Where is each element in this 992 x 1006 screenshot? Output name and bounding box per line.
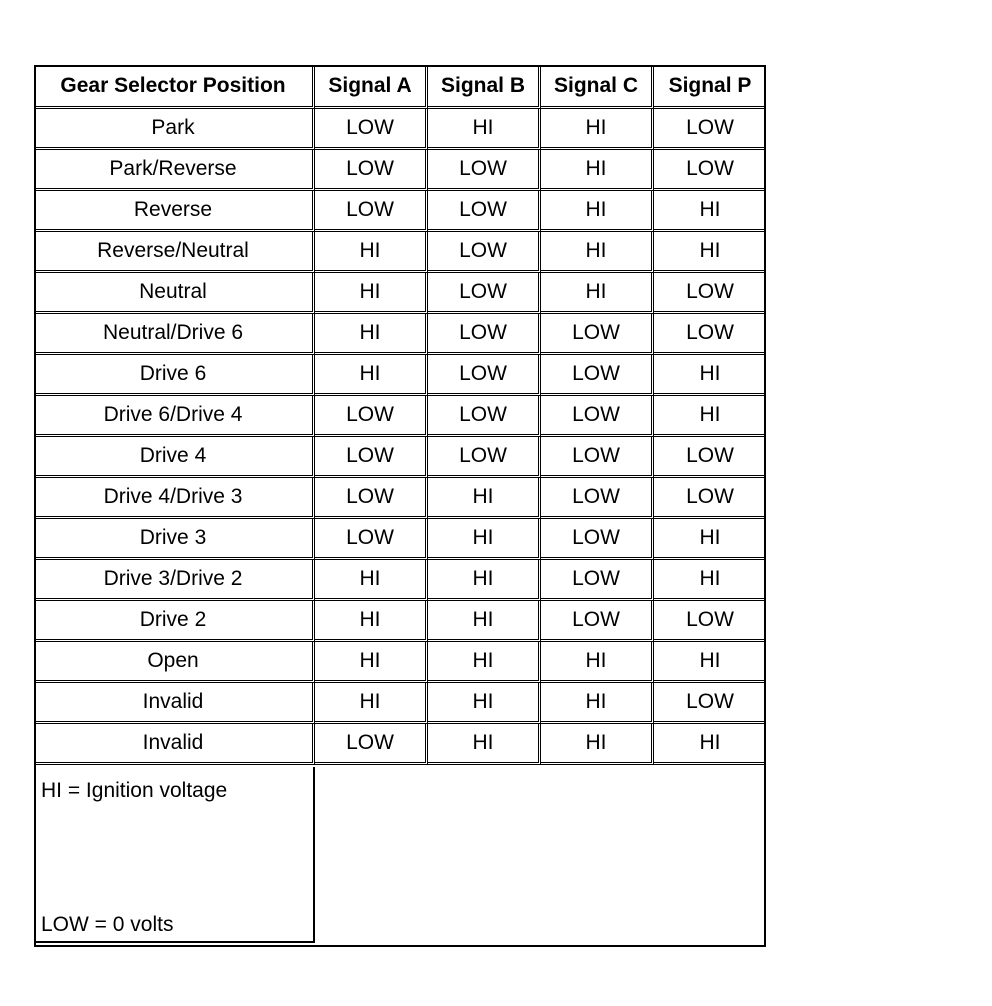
table-row (34, 191, 766, 232)
signal-c-cell: LOW (541, 560, 654, 601)
position-cell: Reverse/Neutral (34, 232, 315, 273)
signal-a-cell: HI (315, 683, 428, 724)
signal-a-cell: HI (315, 601, 428, 642)
signal-c-cell: HI (541, 150, 654, 191)
signal-c-cell: LOW (541, 314, 654, 355)
position-cell: Reverse (34, 191, 315, 232)
signal-a-cell: LOW (315, 437, 428, 478)
signal-c-cell: LOW (541, 396, 654, 437)
header-signal-b: Signal B (428, 65, 541, 109)
signal-c-cell: LOW (541, 519, 654, 560)
signal-b-cell: LOW (428, 232, 541, 273)
signal-a-cell: LOW (315, 519, 428, 560)
signal-p-cell: LOW (654, 437, 766, 478)
table-row (34, 232, 766, 273)
legend-hi-definition: HI = Ignition voltage (41, 779, 228, 802)
position-cell: Invalid (34, 683, 315, 724)
signal-p-cell: HI (654, 232, 766, 273)
signal-a-cell: HI (315, 560, 428, 601)
signal-p-cell: HI (654, 642, 766, 683)
signal-c-cell: LOW (541, 437, 654, 478)
signal-b-cell: LOW (428, 314, 541, 355)
signal-b-cell: LOW (428, 273, 541, 314)
legend-box (34, 767, 315, 943)
table-row (34, 437, 766, 478)
signal-p-cell: LOW (654, 314, 766, 355)
signal-b-cell: HI (428, 478, 541, 519)
position-cell: Drive 3 (34, 519, 315, 560)
signal-p-cell: HI (654, 519, 766, 560)
table-row (34, 273, 766, 314)
position-cell: Drive 2 (34, 601, 315, 642)
table-row (34, 109, 766, 150)
signal-b-cell: LOW (428, 191, 541, 232)
table-row (34, 355, 766, 396)
signal-b-cell: HI (428, 683, 541, 724)
signal-a-cell: LOW (315, 478, 428, 519)
legend-low-definition: LOW = 0 volts (41, 913, 174, 936)
signal-b-cell: LOW (428, 437, 541, 478)
signal-b-cell: HI (428, 601, 541, 642)
signal-p-cell: LOW (654, 150, 766, 191)
signal-p-cell: LOW (654, 109, 766, 150)
signal-b-cell: HI (428, 642, 541, 683)
position-cell: Park/Reverse (34, 150, 315, 191)
signal-a-cell: LOW (315, 396, 428, 437)
signal-c-cell: HI (541, 642, 654, 683)
signal-b-cell: LOW (428, 150, 541, 191)
signal-b-cell: HI (428, 519, 541, 560)
header-signal-p: Signal P (654, 65, 766, 109)
signal-c-cell: HI (541, 683, 654, 724)
position-cell: Drive 3/Drive 2 (34, 560, 315, 601)
signal-b-cell: HI (428, 724, 541, 765)
signal-a-cell: LOW (315, 191, 428, 232)
signal-c-cell: LOW (541, 478, 654, 519)
signal-b-cell: LOW (428, 396, 541, 437)
table-row (34, 478, 766, 519)
position-cell: Neutral (34, 273, 315, 314)
signal-p-cell: HI (654, 724, 766, 765)
signal-c-cell: HI (541, 109, 654, 150)
table-row (34, 396, 766, 437)
signal-p-cell: LOW (654, 478, 766, 519)
position-cell: Park (34, 109, 315, 150)
table-row (34, 642, 766, 683)
signal-a-cell: HI (315, 273, 428, 314)
header-gear-selector-position: Gear Selector Position (34, 65, 315, 109)
signal-b-cell: LOW (428, 355, 541, 396)
table-row (34, 601, 766, 642)
table-row (34, 519, 766, 560)
signal-c-cell: LOW (541, 355, 654, 396)
gear-selector-signal-table (34, 65, 766, 765)
table-row (34, 150, 766, 191)
signal-p-cell: HI (654, 191, 766, 232)
header-row (34, 65, 766, 109)
table-row (34, 314, 766, 355)
position-cell: Drive 6 (34, 355, 315, 396)
signal-p-cell: HI (654, 396, 766, 437)
position-cell: Drive 4 (34, 437, 315, 478)
signal-a-cell: HI (315, 355, 428, 396)
signal-p-cell: HI (654, 355, 766, 396)
signal-p-cell: LOW (654, 683, 766, 724)
signal-p-cell: HI (654, 560, 766, 601)
signal-a-cell: LOW (315, 109, 428, 150)
signal-c-cell: HI (541, 273, 654, 314)
signal-c-cell: LOW (541, 601, 654, 642)
signal-b-cell: HI (428, 560, 541, 601)
signal-p-cell: LOW (654, 273, 766, 314)
position-cell: Open (34, 642, 315, 683)
signal-a-cell: HI (315, 314, 428, 355)
signal-c-cell: HI (541, 191, 654, 232)
position-cell: Invalid (34, 724, 315, 765)
signal-a-cell: HI (315, 642, 428, 683)
signal-b-cell: HI (428, 109, 541, 150)
position-cell: Neutral/Drive 6 (34, 314, 315, 355)
signal-p-cell: LOW (654, 601, 766, 642)
signal-a-cell: LOW (315, 150, 428, 191)
signal-c-cell: HI (541, 724, 654, 765)
signal-c-cell: HI (541, 232, 654, 273)
table-row (34, 724, 766, 765)
position-cell: Drive 6/Drive 4 (34, 396, 315, 437)
table-row (34, 560, 766, 601)
signal-a-cell: LOW (315, 724, 428, 765)
signal-a-cell: HI (315, 232, 428, 273)
position-cell: Drive 4/Drive 3 (34, 478, 315, 519)
table-row (34, 683, 766, 724)
header-signal-c: Signal C (541, 65, 654, 109)
header-signal-a: Signal A (315, 65, 428, 109)
